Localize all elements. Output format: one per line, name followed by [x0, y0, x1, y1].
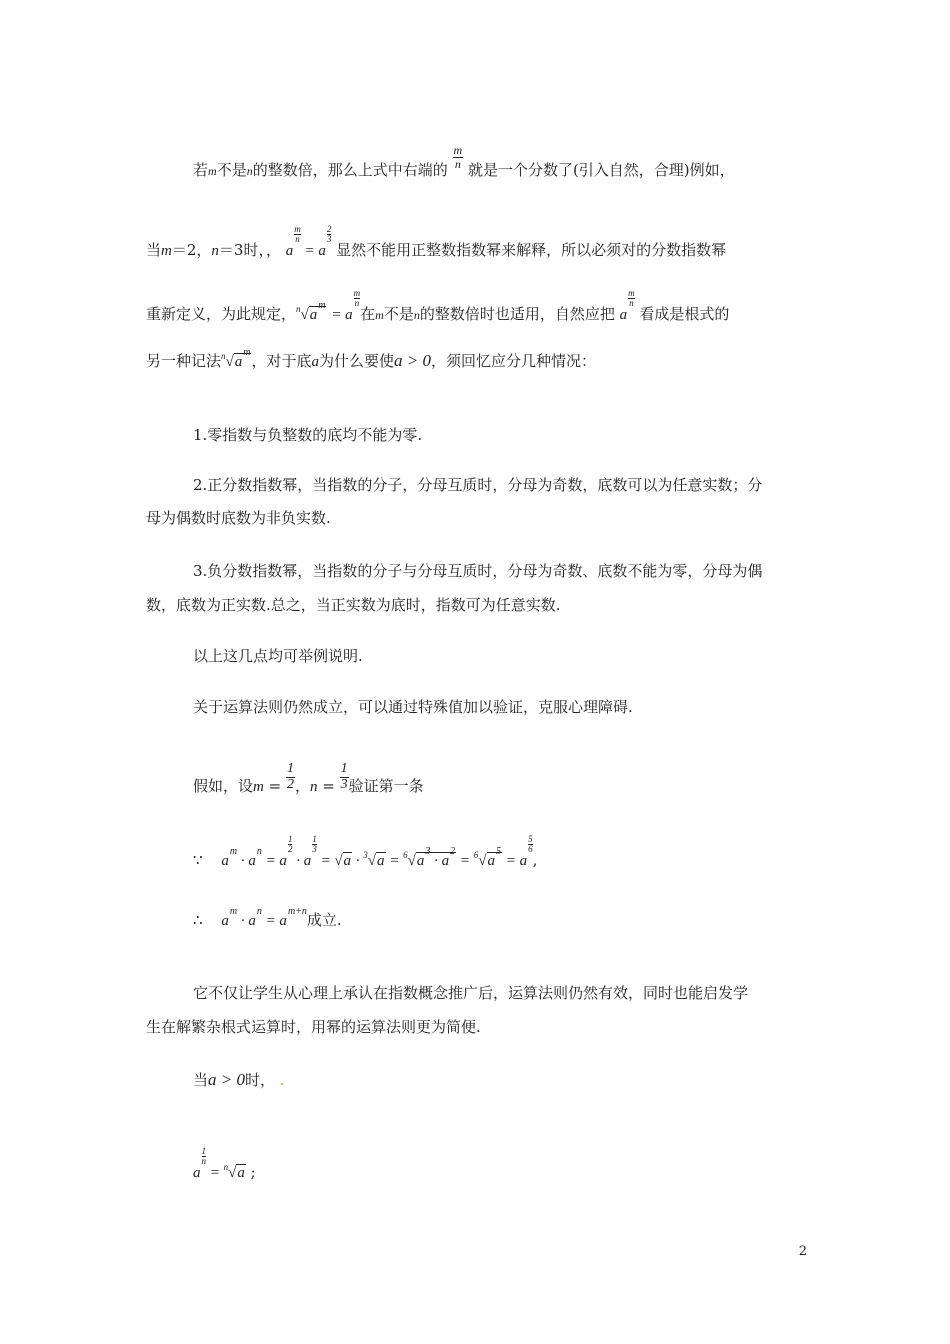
fraction-m-over-n: $\frac{m}{n}$: [453, 143, 463, 171]
formula-a-1-over-n: a $\frac{1}{n}$ = $^n$√a ;: [193, 1146, 256, 1181]
paragraph-7: 假如，设m = $\frac{1}{2}$ ，n = $\frac{1}{3}$ 验证第一条: [193, 761, 424, 796]
paragraph-9: 当a > 0时， .: [193, 1070, 285, 1089]
paragraph-3: 重新定义，为此规定，$^n√a^m = a$ $\frac{m}{n}$ 在m不是n的整数倍时也适用，自然应把 a $\frac{m}{n}$ 看成是根式的: [146, 288, 730, 323]
paragraph-5: 以上这几点均可举例说明.: [193, 647, 363, 665]
paragraph-8-line-2: 生在解繁杂根式运算时，用幂的运算法则更为简便.: [146, 1018, 481, 1036]
stray-dot: .: [279, 1071, 285, 1089]
paragraph-2: 当m＝2，n＝3时，， a $\frac{m}{n}$ = a $\frac{2}{3}$ 显然不能用正整数指数幂来解释，所以必须对的分数指数幂: [146, 224, 727, 259]
item-3-line-1: 3.负分数指数幂，当指数的分子与分母互质时，分母为奇数、底数不能为零，分母为偶: [193, 562, 763, 580]
item-2-line-2: 母为偶数时底数为非负实数.: [146, 509, 331, 527]
paragraph-4: 另一种记法$^n√a^m$，对于底a为什么要使a > 0，须回忆应分几种情况：: [146, 347, 597, 370]
because-formula: ∵ $a^m \cdot a^n = a$ $\frac{1}{2}$ · a $\frac{1}{3}$ = $√a \cdot ^3√a = ^6√a^3 \cdot a^2 = ^6√a^5 = a$ $\frac{5}{6}$ ,: [193, 834, 538, 869]
item-2-line-1: 2.正分数指数幂，当指数的分子，分母互质时，分母为奇数，底数可以为任意实数；分: [193, 476, 763, 494]
page-number: 2: [798, 1244, 807, 1259]
paragraph-6: 关于运算法则仍然成立，可以通过特殊值加以验证，克服心理障碍.: [193, 698, 633, 716]
paragraph-1: 若m不是n的整数倍，那么上式中右端的 $\frac{m}{n}$ 就是一个分数了(引入自然，合理)例如，: [193, 143, 735, 180]
paragraph-8-line-1: 它不仅让学生从心理上承认在指数概念推广后，运算法则仍然有效，同时也能启发学: [193, 984, 749, 1002]
formula-a-m-over-n-equals-a-2-over-3: a $\frac{m}{n}$ = a $\frac{2}{3}$: [285, 224, 332, 259]
item-1: 1.零指数与负整数的底均不能为零.: [193, 426, 423, 444]
nth-root-a-m: $^n√a^m$: [296, 300, 326, 323]
item-3-line-2: 数，底数为正实数.总之，当正实数为底时，指数可为任意实数.: [146, 596, 561, 614]
therefore-formula: ∴ $a^m \cdot a^n = a^{m+n}$成立.: [193, 906, 342, 929]
